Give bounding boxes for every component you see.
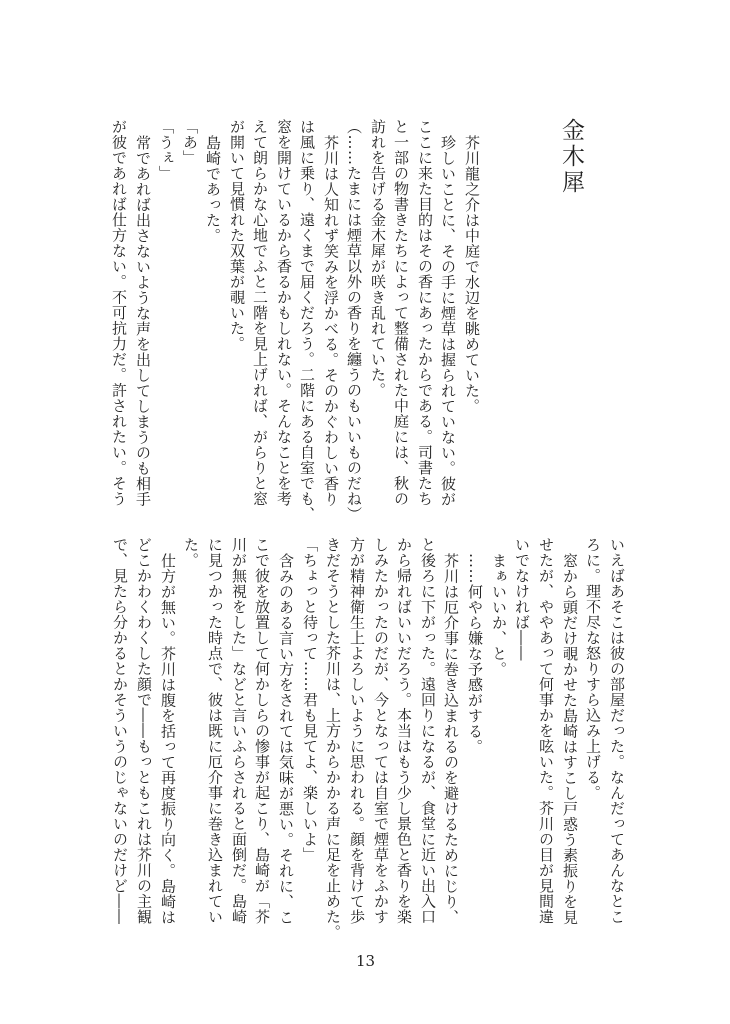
text-line: が開いて見慣れた双葉が覗いた。 <box>228 119 246 352</box>
text-line: 仕方が無い。芥川は腹を括って再度振り向く。島崎は <box>159 552 177 925</box>
text-line: まぁいいか、と。 <box>490 552 508 677</box>
text-line: に見つかった時点で、彼は既に厄介事に巻き込まれてい <box>206 537 224 925</box>
text-line: 川が無視をした」などと言いふらされると面倒だ。島崎 <box>230 537 248 925</box>
text-line: ろに。理不尽な怒りすら込み上げる。 <box>584 537 602 801</box>
text-line: 芥川は人知れず笑みを浮かべる。そのかぐわしい香り <box>322 134 340 507</box>
text-line: えて朗らかな心地でふと二階を見上げれば、がらりと窓 <box>251 119 269 507</box>
text-line: 「うぇ」 <box>157 119 175 181</box>
text-line: 「ちょっと待って……君も見てよ、楽しいよ」 <box>301 537 319 863</box>
text-line: せたが、ややあって何事かを呟いた。芥川の目が見間違 <box>537 537 555 925</box>
text-line: いでなければ―― <box>513 537 531 661</box>
text-line: きだそうとした芥川は、上方からかかる声に足を止めた。 <box>324 537 342 940</box>
text-line: から帰ればいいだろう。本当はもう少し景色と香りを楽 <box>395 537 413 925</box>
text-line: しみたかったのだが、今となっては自室で煙草をふかす <box>372 537 390 925</box>
text-line: は風に乗り、遠くまで届くだろう。二階にある自室でも、 <box>298 119 316 522</box>
text-line: 窓から頭だけ覗かせた島崎はすこし戸惑う素振りを見 <box>561 552 579 925</box>
text-line: 芥川は厄介事に巻き込まれるのを避けるためにじり、 <box>442 552 460 925</box>
text-line: いえばあそこは彼の部屋だった。なんだってあんなとこ <box>608 537 626 925</box>
text-line: と後ろに下がった。遠回りになるが、食堂に近い出入口 <box>419 537 437 925</box>
text-line: 訪れを告げる金木犀が咲き乱れていた。 <box>369 119 387 398</box>
page-number: 13 <box>356 952 376 970</box>
text-line: 島崎であった。 <box>204 134 222 243</box>
text-line: 芥川龍之介は中庭で水辺を眺めていた。 <box>463 134 481 414</box>
text-line: 方が精神衛生上よろしいように思われる。顔を背けて歩 <box>348 537 366 925</box>
text-line: ここに来た目的はその香にあったからである。司書たち <box>416 119 434 507</box>
text-line: 「あ」 <box>181 119 199 166</box>
text-line: が彼であれば仕方ない。不可抗力だ。許されたい。そう <box>110 119 128 507</box>
chapter-title: 金木犀 <box>558 118 584 196</box>
text-line: 珍しいことに、その手に煙草は握られていない。彼が <box>439 134 457 507</box>
text-line: 常であれば出さないような声を出してしまうのも相手 <box>134 134 152 507</box>
text-line: で、見たら分かるとかそういうのじゃないのだけど―― <box>111 537 129 925</box>
text-line: 窓を開けているから香るかもしれない。そんなことを考 <box>275 119 293 507</box>
text-line: ……何やら嫌な予感がする。 <box>466 552 484 754</box>
text-line: た。 <box>182 537 200 568</box>
text-line: どこかわくわくした顔で――もっともこれは芥川の主観 <box>135 537 153 925</box>
text-line: 含みのある言い方をされては気味が悪い。それに、こ <box>277 552 295 925</box>
text-line: こで彼を放置して何かしらの惨事が起こり、島崎が「芥 <box>253 537 271 925</box>
text-line: （……たまには煙草以外の香りを纏うのもいいものだね） <box>345 119 363 522</box>
text-line: と一部の物書きたちによって整備された中庭には、秋の <box>392 119 410 507</box>
